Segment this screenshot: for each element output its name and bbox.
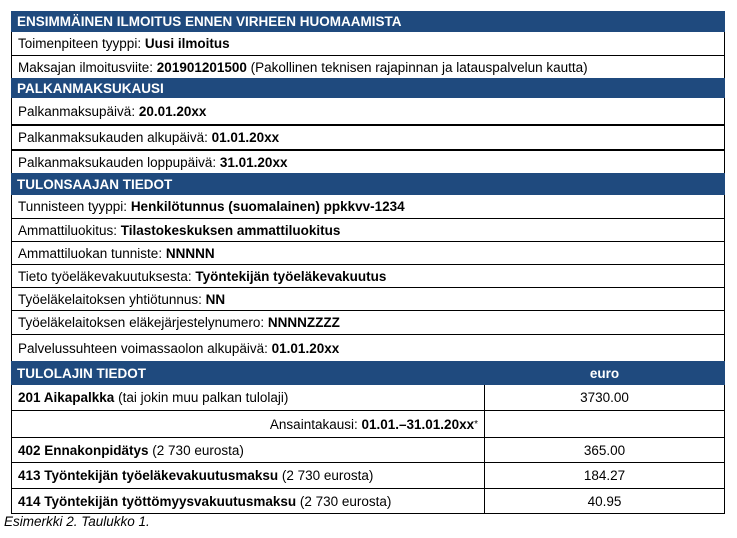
income-code-name: 414 Työntekijän työttömyysvakuutusmaksu (18, 493, 297, 509)
income-note: (2 730 eurosta) (296, 493, 392, 509)
row-action-type (12, 32, 724, 55)
footnote-marker: * (474, 418, 478, 430)
field-label: Palkanmaksukauden alkupäivä: (18, 130, 212, 145)
field-label: Palkanmaksupäivä: (18, 103, 139, 119)
section-title: TULONSAAJAN TIEDOT (17, 176, 173, 192)
income-code-name: 413 Työntekijän työeläkevakuutusmaksu (18, 468, 279, 483)
income-code-name: 402 Ennakonpidätys (18, 442, 149, 458)
row-id-type (12, 195, 724, 218)
row-period-end (12, 149, 724, 173)
field-label: Ammattiluokitus: (18, 222, 121, 238)
field-value: NNNNZZZZ (267, 315, 340, 330)
row-payer-reference (12, 55, 724, 78)
income-note: (tai jokin muu palkan tulolaji) (114, 390, 289, 405)
field-label: Tunnisteen tyyppi: (18, 199, 131, 214)
income-type-cell (12, 489, 485, 513)
income-amount: 3730.00 (580, 390, 629, 405)
earning-period-label: Ansaintakausi: (269, 416, 362, 432)
income-type-cell (12, 438, 485, 462)
section-title: PALKANMAKSUKAUSI (17, 80, 164, 96)
field-label: Palkanmaksukauden loppupäivä: (18, 154, 220, 170)
field-note: (Pakollinen teknisen rajapinnan ja latauspalvelun kautta) (246, 59, 588, 75)
earning-period-row (12, 410, 724, 437)
earning-period-cell (12, 411, 485, 437)
field-value: 20.01.20xx (138, 103, 207, 119)
field-value: Työntekijän työeläkevakuutus (195, 268, 387, 284)
row-pension-provider-code (12, 287, 724, 310)
income-row-402 (12, 437, 724, 462)
field-label: Tieto työeläkevakuutuksesta: (18, 268, 196, 284)
row-pension-policy-number (12, 310, 724, 334)
field-label: Toimenpiteen tyyppi: (18, 36, 145, 51)
field-value: 201901201500 (156, 59, 247, 75)
field-value: Tilastokeskuksen ammattiluokitus (120, 222, 341, 238)
row-pension-insurance (12, 264, 724, 287)
field-value: 01.01.20xx (211, 130, 280, 145)
currency-header: euro (589, 365, 620, 381)
row-occupation-code (12, 241, 724, 264)
income-register-table (11, 11, 725, 514)
section-header-income-types (11, 361, 725, 385)
income-row-201 (12, 385, 724, 410)
section-header-first-notice (11, 11, 725, 32)
earning-period-amount-empty (485, 411, 724, 437)
field-value: NN (205, 291, 226, 307)
income-row-414 (12, 488, 724, 513)
row-employment-start (12, 334, 724, 361)
row-occupation-classification (12, 218, 724, 241)
section-title: ENSIMMÄINEN ILMOITUS ENNEN VIRHEEN HUOMAAMISTA (17, 14, 402, 29)
field-value: 31.01.20xx (219, 154, 288, 170)
table-caption: Esimerkki 2. Taulukko 1. (4, 514, 150, 529)
section-title: TULOLAJIN TIEDOT (17, 365, 146, 381)
income-amount: 184.27 (583, 468, 626, 483)
field-label: Palvelussuhteen voimassaolon alkupäivä: (18, 340, 272, 356)
income-amount: 40.95 (587, 493, 622, 509)
income-type-cell (12, 385, 485, 410)
field-value: NNNNN (165, 245, 215, 261)
earning-period-value: 01.01.–31.01.20xx (361, 416, 475, 432)
row-pay-date (12, 98, 724, 124)
income-amount: 365.00 (583, 442, 626, 458)
section-header-pay-period (11, 78, 725, 98)
field-value: 01.01.20xx (271, 340, 340, 356)
row-period-start (12, 124, 724, 149)
section-header-recipient (11, 173, 725, 195)
field-value: Henkilötunnus (suomalainen) ppkkvv-1234 (130, 199, 405, 214)
income-note: (2 730 eurosta) (278, 468, 374, 483)
income-note: (2 730 eurosta) (148, 442, 244, 458)
field-label: Ammattiluokan tunniste: (18, 245, 166, 261)
field-label: Työeläkelaitoksen eläkejärjestelynumero: (18, 315, 268, 330)
income-code-name: 201 Aikapalkka (18, 390, 115, 405)
field-value: Uusi ilmoitus (144, 36, 230, 51)
income-type-cell (12, 463, 485, 488)
field-label: Maksajan ilmoitusviite: (18, 59, 157, 75)
income-row-413 (12, 462, 724, 488)
field-label: Työeläkelaitoksen yhtiötunnus: (18, 291, 206, 307)
